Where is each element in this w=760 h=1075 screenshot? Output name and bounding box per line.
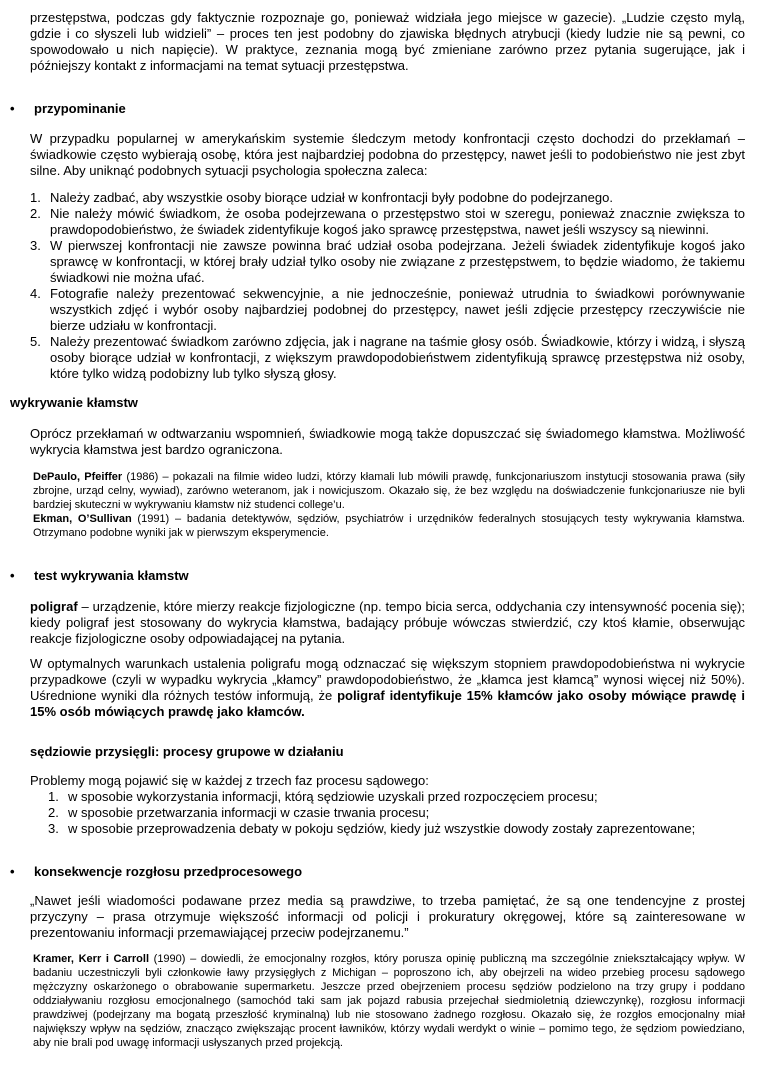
list-item: 3. w sposobie przeprowadzenia debaty w pokoju sędziów, kiedy już wszystkie dowody zostały zaprezentowane; [48, 821, 696, 836]
media-quote: „Nawet jeśli wiadomości podawane przez media są prawdziwe, to trzeba pamiętać, że są one tendencyjne z prostej przyczyny – prasa otrzymuje większość informacji od policji i prokuratury okręgowej, które są zainteresowane w prezentowaniu informacji przemawiającej przeciw podejrzanemu.” [30, 893, 745, 940]
poligraf-paragraph: poligraf – urządzenie, które mierzy reakcje fizjologiczne (np. tempo bicia serca, oddychania czy intensywność pocenia się); kiedy poligraf jest stosowany do wykrycia kłamstwa, badający próbuje wówczas stwierdzić, czy ktoś kłamie, obserwując reakcje fizjologiczne osoby odpowiadającej na pytania. [30, 599, 745, 646]
note-text: (1986) – pokazali na filmie wideo ludzi, którzy kłamali lub mówili prawdę, funkcjonariuszom instytucji stosowania prawa (siły zbrojne, urząd celny, wywiad), zarówno weteranom, jak i nowicjuszom. Okazało się, że bez względu na doświadczenie funkcjonariusze nie byli bardziej skuteczni w wykrywaniu kłamstw niż studenci college’u. [33, 471, 745, 511]
heading-text: test wykrywania kłamstw [34, 568, 189, 583]
list-item: 1. Należy zadbać, aby wszystkie osoby biorące udział w konfrontacji były podobne do podejrzanego. [30, 190, 613, 205]
trial-phases-list [48, 789, 745, 837]
bullet-icon: • [10, 568, 15, 583]
przypominanie-paragraph: W przypadku popularnej w amerykańskim systemie śledczym metody konfrontacji często dochodzi do przekłamań – świadkowie często wybierają osobę, która jest najbardziej podobna do przestępcy, nawet jeśli to podobieństwo nie jest zbyt silne. Aby uniknąć podobnych sytuacji psychologia społeczna zaleca: [30, 131, 745, 178]
note-authors: Ekman, O’Sullivan [33, 513, 132, 525]
bullet-icon: • [10, 101, 15, 116]
research-note [33, 512, 745, 540]
section-heading-wykrywanie: wykrywanie kłamstw [10, 395, 138, 410]
section-heading-test [10, 568, 310, 584]
heading-text: konsekwencje rozgłosu przedprocesowego [34, 864, 303, 879]
note-authors: Kramer, Kerr i Carroll [33, 953, 150, 965]
list-item: 1. w sposobie wykorzystania informacji, którą sędziowie uzyskali przed rozpoczęciem procesu; [48, 789, 598, 804]
section-heading-sedziowie: sędziowie przysięgli: procesy grupowe w działaniu [30, 744, 344, 759]
bullet-icon: • [10, 864, 15, 879]
wykrywanie-paragraph: Oprócz przekłamań w odtwarzaniu wspomnień, świadkowie mogą także dopuszczać się świadomego kłamstwa. Możliwość wykrycia kłamstwa jest bardzo ograniczona. [30, 426, 745, 457]
list-item: 4. Fotografie należy prezentować sekwencyjnie, a nie jednocześnie, ponieważ utrudnia to świadkowi porównywanie wszystkich zdjęć i wybór osoby najbardziej podobnej do przestępcy, nawet jeśli zdjęcie przestępcy rzeczywiście nie bierze udziału w konfrontacji. [30, 286, 745, 333]
intro-paragraph: przestępstwa, podczas gdy faktycznie rozpoznaje go, ponieważ widziała jego miejsce w gazecie). „Ludzie często mylą, gdzie i co słyszeli lub widzieli” – proces ten jest podobny do zjawiska błędnych atrybucji (kiedy ludzie nie są pewni, co spowodowało u nich napięcie). W praktyce, zeznania mogą być zmieniane zarówno przez pytania sugerujące, jak i późniejszy kontakt z informacjami na temat sytuacji przestępstwa. [30, 10, 745, 73]
list-item: 3. W pierwszej konfrontacji nie zawsze powinna brać udział osoba podejrzana. Jeżeli świadek zidentyfikuje kogoś jako sprawcę w konfrontacji, w której brały udział tylko osoby nie związane z przestępstwem, to będzie wiadomo, że takiemu świadkowi nie można ufać. [30, 238, 745, 285]
research-note [33, 470, 745, 512]
recommendations-list [30, 190, 745, 382]
section-heading-rozglos [10, 864, 410, 880]
note-text: (1991) – badania detektywów, sędziów, psychiatrów i urzędników federalnych stosujących testy wykrywania kłamstwa. Otrzymano podobne wyniki jak w pierwszym eksperymencie. [33, 513, 745, 539]
list-item: 2. w sposobie przetwarzania informacji w czasie trwania procesu; [48, 805, 430, 820]
list-item: 2. Nie należy mówić świadkom, że osoba podejrzewana o przestępstwo stoi w szeregu, ponieważ znacznie zwiększa to prawdopodobieństwo, że świadek zidentyfikuje kogoś jako sprawcę przestępstwa, nawet jeśli wszyscy są niewinni. [30, 206, 745, 237]
heading-text: przypominanie [34, 101, 126, 116]
poligraf-results-paragraph: W optymalnych warunkach ustalenia poligrafu mogą odznaczać się większym stopniem prawdopodobieństwa ni wykrycie przypadkowe (czyli w wypadku wykrycia „kłamcy” prawdopodobieństwo, że „kłamca jest kłamcą” wynosi więcej niż 50%). Uśrednione wyniki dla różnych testów informują, że poligraf identyfikuje 15% kłamców jako osoby mówiące prawdę i 15% osób mówiących prawdę jako kłamców. [30, 656, 745, 719]
section-heading-przypominanie [10, 101, 310, 117]
research-note [33, 952, 745, 1050]
list-item: 5. Należy prezentować świadkom zarówno zdjęcia, jak i nagrane na taśmie głosy osób. Świadkowie, którzy i widzą, i słyszą osoby biorące udział w konfrontacji, z większym prawdopodobieństwem zidentyfikują sprawcę przestępstwa niż osoby, które tylko widzą podobizny lub tylko słyszą głosy. [30, 334, 745, 381]
note-authors: DePaulo, Pfeiffer [33, 471, 123, 483]
note-text: (1990) – dowiedli, że emocjonalny rozgłos, który porusza opinię publiczną ma szczególnie zniekształcający wpływ. W badaniu uczestniczyli byli członkowie ławy przysięgłych z Michigan – poproszono ich, aby obejrzeli na wideo przebieg procesu sądowego mężczyzny oskarżonego o obrabowanie supermarketu. Jeszcze przed obejrzeniem procesu sędziów podzielono na trzy grupy i poddano oddziaływaniu rozgłosu emocjonalnego (samochód taki sam jak pojazd rabusia przejechał siedmioletnią dziewczynkę), rozgłosu informacji prawdziwej (podejrzany ma bogatą przeszłość kryminalną) lub nie stosowano żadnego rozgłosu. Okazało się, że rozgłos emocjonalny miał największy wpływ na sędziów, znacząco zwiększając procent ławników, którzy wydali werdykt o winie – pomimo tego, że sędziom powiedziano, aby nie brali pod uwagę informacji usłyszanych przed projekcją. [33, 953, 745, 1049]
sedziowie-paragraph: Problemy mogą pojawić się w każdej z trzech faz procesu sądowego: [30, 773, 429, 788]
